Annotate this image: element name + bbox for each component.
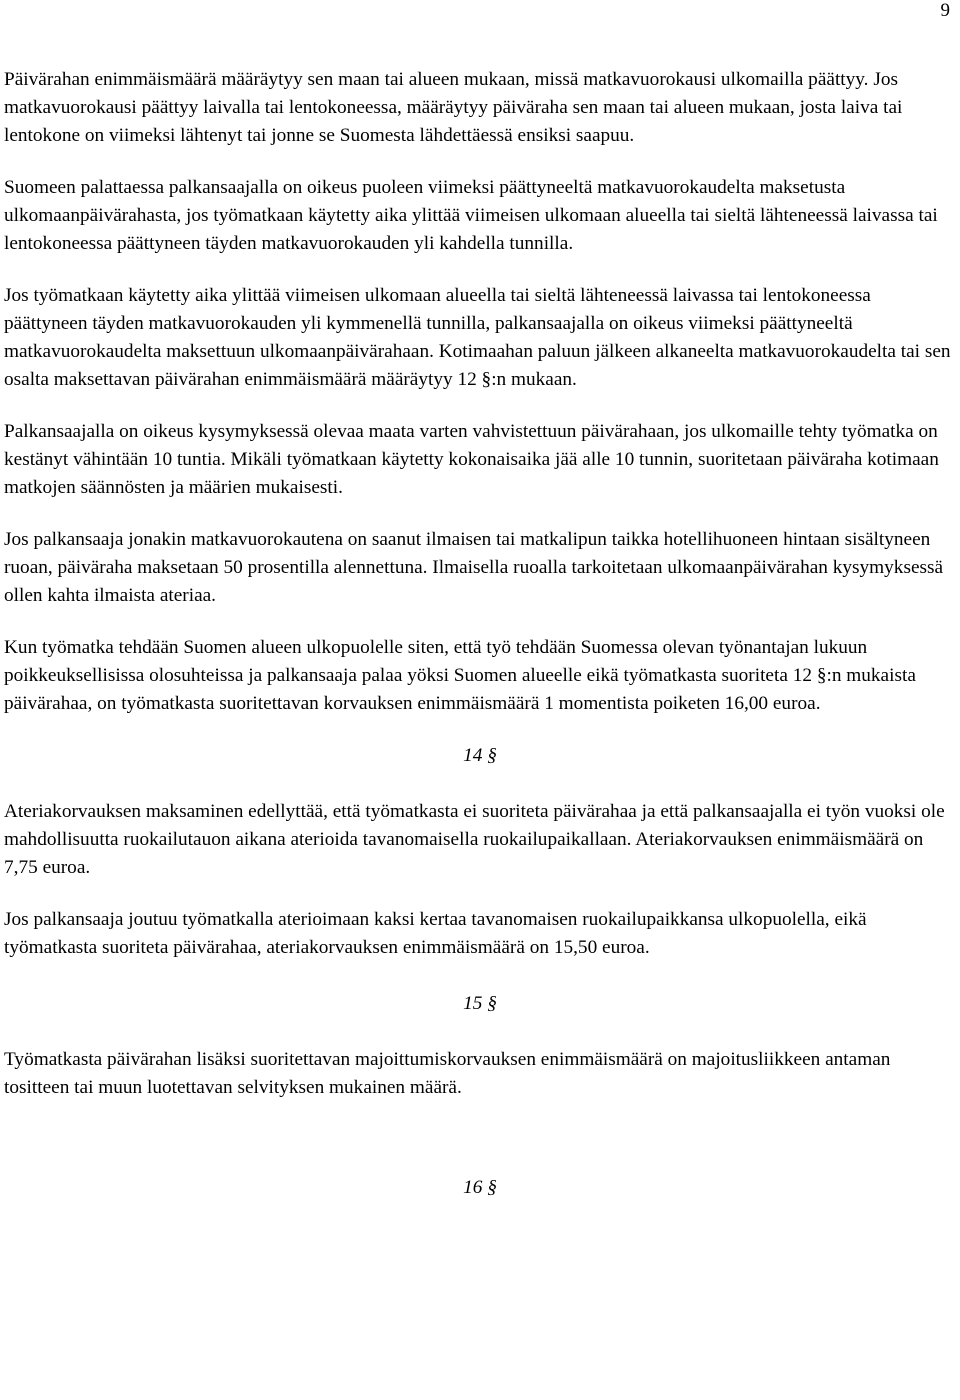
paragraph: Kun työmatka tehdään Suomen alueen ulkopuolelle siten, että työ tehdään Suomessa olevan työnantajan lukuun poikkeuksellisissa olosuhteissa ja palkansaaja palaa yöksi Suomen alueelle eikä työmatkasta suoriteta 12 §:n mukaista päivärahaa, on työmatkasta suoritettavan korvauksen enimmäismäärä 1 momentista poiketen 16,00 euroa. — [4, 637, 916, 714]
document-body — [4, 66, 956, 1230]
section-heading-16: 16 § — [463, 1177, 497, 1198]
paragraph: Suomeen palattaessa palkansaajalla on oikeus puoleen viimeksi päättyneeltä matkavuorokaudelta maksetusta ulkomaanpäivärahasta, jos työmatkaan käytetty aika ylittää viimeisen ulkomaan alueella tai sieltä lähteneessä laivassa tai lentokoneessa päättyneen täyden matkavuorokauden yli kahdella tunnilla. — [4, 177, 938, 254]
paragraph: Jos palkansaaja jonakin matkavuorokautena on saanut ilmaisen tai matkalipun taikka hotellihuoneen hintaan sisältyneen ruoan, päiväraha maksetaan 50 prosentilla alennettuna. Ilmaisella ruoalla tarkoitetaan ulkomaanpäivärahan kysymyksessä ollen kahta ilmaista ateriaa. — [4, 529, 944, 606]
paragraph: Palkansaajalla on oikeus kysymyksessä olevaa maata varten vahvistettuun päivärahaan, jos ulkomaille tehty työmatka on kestänyt vähintään 10 tuntia. Mikäli työmatkaan käytetty kokonaisaika jää alle 10 tunnin, suoritetaan päiväraha kotimaan matkojen säännösten ja määrien mukaisesti. — [4, 421, 939, 498]
section-heading-14: 14 § — [463, 745, 497, 766]
paragraph: Jos palkansaaja joutuu työmatkalla aterioimaan kaksi kertaa tavanomaisen ruokailupaikkansa ulkopuolella, eikä työmatkasta suoriteta päivärahaa, ateriakorvauksen enimmäismäärä on 15,50 euroa. — [4, 909, 867, 958]
section-heading-15: 15 § — [463, 993, 497, 1014]
paragraph: Ateriakorvauksen maksaminen edellyttää, että työmatkasta ei suoriteta päivärahaa ja että palkansaajalla ei työn vuoksi ole mahdollisuutta ruokailutauon aikana aterioida tavanomaisella ruokailupaikallaan. Ateriakorvauksen enimmäismäärä on 7,75 euroa. — [4, 801, 945, 878]
paragraph: Päivärahan enimmäismäärä määräytyy sen maan tai alueen mukaan, missä matkavuorokausi ulkomailla päättyy. Jos matkavuorokausi päättyy laivalla tai lentokoneessa, määräytyy päiväraha sen maan tai alueen mukaan, josta laiva tai lentokone on viimeksi lähtenyt tai jonne se Suomesta lähdettäessä ensiksi saapuu. — [4, 69, 903, 146]
paragraph: Työmatkasta päivärahan lisäksi suoritettavan majoittumiskorvauksen enimmäismäärä on majoitusliikkeen antaman tositteen tai muun luotettavan selvityksen mukainen määrä. — [4, 1049, 891, 1098]
paragraph: Jos työmatkaan käytetty aika ylittää viimeisen ulkomaan alueella tai sieltä lähteneessä laivassa tai lentokoneessa päättyneen täyden matkavuorokauden yli kymmenellä tunnilla, palkansaajalla on oikeus viimeksi päättyneeltä matkavuorokaudelta maksettuun ulkomaanpäivärahaan. Kotimaahan paluun jälkeen alkaneelta matkavuorokaudelta tai sen osalta maksettavan päivärahan enimmäismäärä määräytyy 12 §:n mukaan. — [4, 285, 951, 390]
page-number: 9 — [940, 0, 950, 21]
